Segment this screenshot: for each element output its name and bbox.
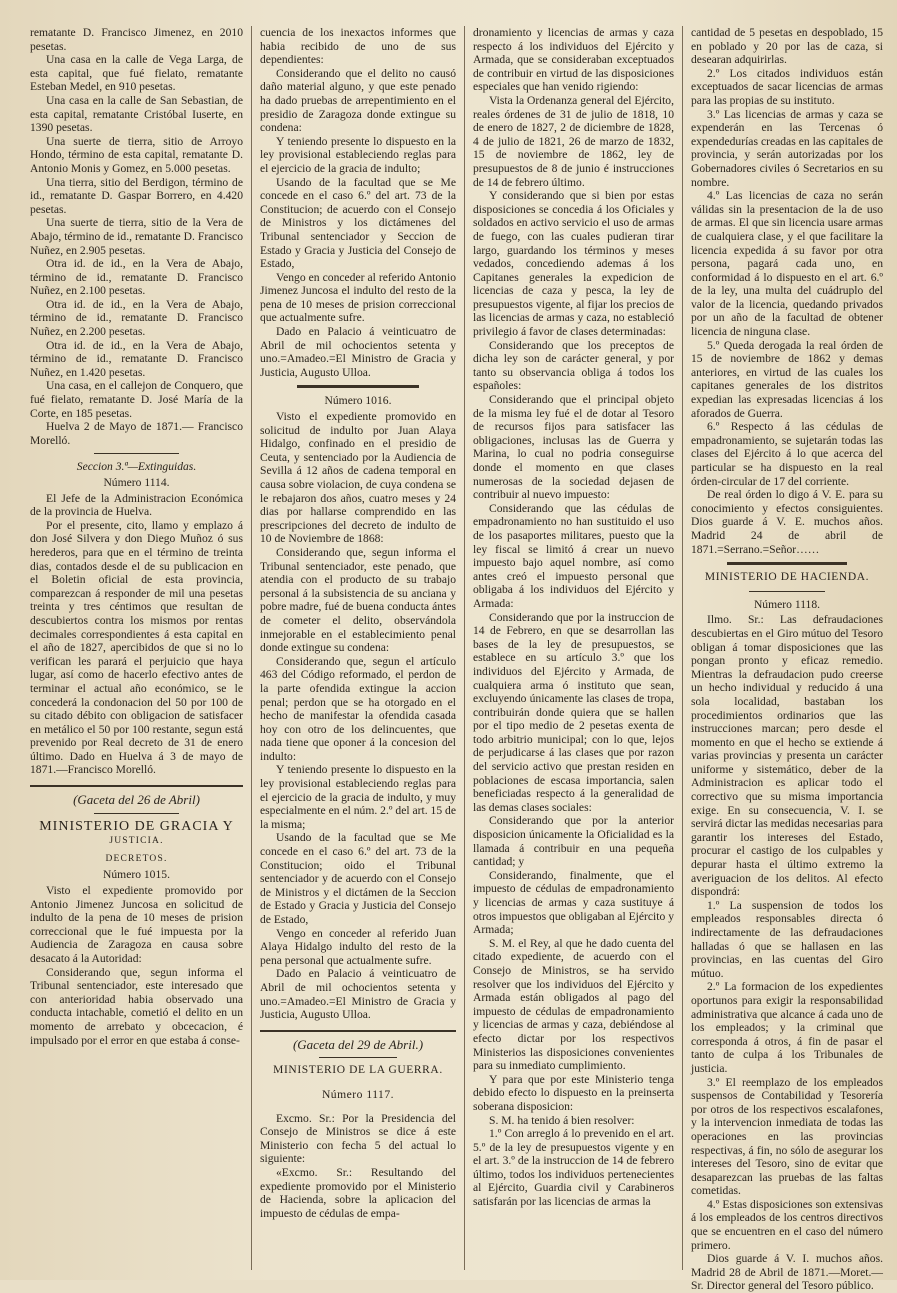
- paragraph: Usando de la facultad que se Me concede en el caso 6.º del art. 73 de la Constitucion; de acuerdo con el Consejo de Ministros y los dictámenes del Tribunal sentenciador y Seccion de Estado y Gracia y Justicia del Consejo de Estado,: [260, 175, 456, 271]
- paragraph: Vista la Ordenanza general del Ejército, reales órdenes de 31 de julio de 1818, 10 de enero de 1827, 2 de diciembre de 1828, 4 de julio de 1821, 26 de marzo de 1832, 15 de noviembre de 1862, ley de presupuestos de 8 de junio é instrucciones de 14 de febrero último.: [473, 93, 674, 189]
- paragraph: cuencia de los inexactos informes que habia recibido de uno de sus dependientes:: [260, 26, 456, 67]
- divider: [297, 385, 419, 388]
- paragraph: 4.º Estas disposiciones son extensivas á los empleados de los centros directivos que se encuentren en el caso del número primero.: [691, 1197, 883, 1252]
- divider: [30, 785, 243, 787]
- notice-number: Número 1117.: [321, 1087, 395, 1101]
- paragraph: cantidad de 5 pesetas en despoblado, 15 en poblado y 20 por las de caza, si desearan adquirirlas.: [691, 26, 883, 67]
- paragraph: rematante D. Francisco Jimenez, en 2010 pesetas.: [30, 26, 243, 53]
- paragraph: Dios guarde á V. I. muchos años. Madrid 28 de Abril de 1871.—Moret.—Sr. Director general del Tesoro público.: [691, 1252, 883, 1293]
- paragraph: 4.º Las licencias de caza no serán válidas sin la presentacion de la de uso de armas. El que sin licencia usare armas de cualquiera clase, y el que facilitare la licencia expedida á su favor por otra persona, pagará cada uno, en conformidad á lo dispuesto en el art. 6.º de la ley, una multa del cuádruplo del valor de la licencia, quedando privados por un año de la facultad de obtener licencia de ninguna clase.: [691, 189, 883, 339]
- columns: [30, 26, 883, 1293]
- paragraph: 6.º Respecto á las cédulas de empadronamiento, se sujetarán todas las clases del Ejército á lo que acerca del particular se ha dispuesto en la real órden-circular de 17 del corriente.: [691, 420, 883, 488]
- ministry-heading: MINISTERIO DE GRACIA Y: [39, 818, 234, 834]
- paragraph: Vengo en conceder al referido Juan Alaya Hidalgo indulto del resto de la pena personal que actualmente sufre.: [260, 926, 456, 967]
- paragraph: Dado en Palacio á veinticuatro de Abril de mil ochocientos setenta y uno.=Amadeo.=El Ministro de Gracia y Justicia, Augusto Ulloa.: [260, 967, 456, 1022]
- paragraph: S. M. el Rey, al que he dado cuenta del citado expediente, de acuerdo con el Consejo de Ministros, se ha servido resolver que los individuos del Ejército y Armada están obligados al pago del impuesto de cédulas de empadronamiento y licencias de armas y caza, debiéndose al efecto dictar por los respectivos Ministerios las disposiciones convenientes para su inmediato cumplimiento.: [473, 936, 674, 1073]
- paragraph: Considerando que, segun el artículo 463 del Código reformado, el perdon de la parte ofendida extingue la accion penal; perdon que se ha otorgado en el hecho de manifestar la ofendida casada hoy con otro de los delincuentes, que nada tiene que oponer á la concesion del indulto:: [260, 654, 456, 763]
- paragraph: El Jefe de la Administracion Económica de la provincia de Huelva.: [30, 491, 243, 519]
- paragraph: Una suerte de tierra, sitio de la Vera de Abajo, término de id., rematante D. Francisco Nuñez, en 2.905 pesetas.: [30, 216, 243, 257]
- paragraph: Otra id. de id., en la Vera de Abajo, término de id., rematante D. Francisco Nuñez, en 2.200 pesetas.: [30, 297, 243, 339]
- signature-line: Huelva 2 de Mayo de 1871.— Francisco Morelló.: [30, 420, 243, 447]
- paragraph: Otra id. de id., en la Vera de Abajo, término de id., rematante D. Francisco Nuñez, en 2.100 pesetas.: [30, 257, 243, 298]
- paragraph: Considerando que, segun informa el Tribunal sentenciador, este penado, que atendia con el producto de su trabajo personal á la subsistencia de su anciana y pobre madre, fué de buena conducta ántes de cometer el delito, observándola inmejorable en el establecimiento penal donde extingue su condena:: [260, 545, 456, 655]
- paragraph: Una casa, en el callejon de Conquero, que fué fielato, rematante D. José María de la Corte, en 185 pesetas.: [30, 379, 243, 420]
- notice-number: Número 1015.: [103, 868, 170, 882]
- divider: [319, 1057, 397, 1058]
- paragraph: Considerando que los preceptos de dicha ley son de carácter general, y por tanto su observancia obliga á todos los españoles:: [473, 338, 674, 393]
- paragraph: Dado en Palacio á veinticuatro de Abril de mil ochocientos setenta y uno.=Amadeo.=El Ministro de Gracia y Justicia, Augusto Ulloa.: [260, 325, 456, 379]
- gazette-date: (Gaceta del 26 de Abril): [73, 792, 200, 808]
- divider: [94, 813, 179, 814]
- column-4: [682, 26, 883, 1293]
- paragraph: Considerando que por la anterior disposicion únicamente la Oficialidad es la llamada á contribuir en una pequeña cantidad; y: [473, 814, 674, 869]
- divider: [260, 1030, 456, 1032]
- paragraph: Visto el expediente promovido por Antonio Jimenez Juncosa en solicitud de indulto de la pena de 10 meses de prision correccional que le fué impuesta por la Audiencia de Zaragoza en causa sobre desacato á la Autoridad:: [30, 884, 243, 965]
- ministry-heading: MINISTERIO DE HACIENDA.: [704, 571, 870, 584]
- column-2: [251, 26, 464, 1270]
- paragraph: Vengo en conceder al referido Antonio Jimenez Juncosa el indulto del resto de la pena de 10 meses de prision correccional que actualmente sufre.: [260, 270, 456, 325]
- paragraph: Considerando que el principal objeto de la misma ley fué el de dotar al Tesoro de recursos fijos para satisfacer las obligaciones, inclusas las de Guerra y Marina, lo cual no podria conseguirse donde el momento en que clases numerosas de la sociedad dejasen de contribuir al nuevo impuesto:: [473, 393, 674, 502]
- paragraph: 3.º El reemplazo de los empleados suspensos de Contabilidad y Tesorería por otros de los respectivos escalafones, y la intervencion inmediata de todas las operaciones en las provincias respectivas, á fin, no sólo de asegurar los intereses del Tesoro, sino de evitar que desaparezcan las pruebas de las faltas cometidas.: [691, 1075, 883, 1198]
- paragraph: Considerando que las cédulas de empadronamiento no han sustituido el uso de los pasaportes militares, puesto que la ley fiscal se limitó á crear un nuevo impuesto bajo aquel nombre, así como antes creó el impuesto personal que obligaba á los individuos del Ejército y Armada:: [473, 501, 674, 610]
- paragraph: Considerando, finalmente, que el impuesto de cédulas de empadronamiento y licencias de armas y caza sustituye á otros impuestos que obligaban al Ejército y Armada;: [473, 868, 674, 937]
- paragraph: Considerando que por la instruccion de 14 de Febrero, en que se desarrollan las bases de la ley de presupuestos, se establece en su artículo 3.º que los individuos del Ejército y Armada, de cualquiera arma ó instituto que sean, excluyendo únicamente las clases de tropa, contribuirán donde quiera que se hallen por el tipo medio de 2 pesetas exenta de todo arbitrio municipal; con lo que, lejos de perjudicarse á las clases que por razon del servicio activo que prestan residen en poblaciones de escasa importancia, salen beneficiadas respecto á la generalidad de las demas clases sociales:: [473, 610, 674, 814]
- paragraph: 2.º Los citados individuos están exceptuados de sacar licencias de armas para las propias de su instituto.: [691, 66, 883, 107]
- paragraph: S. M. ha tenido á bien resolver:: [489, 1113, 635, 1127]
- paragraph: dronamiento y licencias de armas y caza respecto á los individuos del Ejército y Armada, que se consideraban exceptuados de contribuir en virtud de las disposiciones especiales que han venido rigiendo:: [473, 26, 674, 94]
- gazette-date: (Gaceta del 29 de Abril.): [292, 1036, 424, 1052]
- ministry-heading-continued: JUSTICIA.: [109, 836, 164, 847]
- column-1: [30, 26, 251, 1270]
- column-3: [464, 26, 682, 1270]
- paragraph: Y para que por este Ministerio tenga debido efecto lo dispuesto en la preinserta soberana disposicion:: [473, 1072, 674, 1113]
- notice-number: Número 1118.: [753, 597, 821, 611]
- divider: [749, 591, 826, 592]
- notice-number: Número 1114.: [103, 476, 170, 489]
- paragraph: Y teniendo presente lo dispuesto en la ley provisional estableciendo reglas para el ejercicio de la gracia de indulto;: [260, 134, 456, 175]
- ministry-heading: MINISTERIO DE LA GUERRA.: [273, 1064, 443, 1077]
- divider: [727, 562, 846, 565]
- paragraph: Excmo. Sr.: Por la Presidencia del Consejo de Ministros se dice á este Ministerio con fecha 5 del actual lo siguiente:: [260, 1111, 456, 1166]
- paragraph: 1.º La suspension de todos los empleados responsables directa ó indirectamente de las defraudaciones halladas ó que se hallasen en las provincias, en las cuentas del Giro mútuo.: [691, 898, 883, 980]
- paragraph: Usando de la facultad que se Me concede en el caso 6.º del art. 73 de la Constitucion; oido el Tribunal sentenciador y de acuerdo con el Consejo de Ministros y el dictámen de la Seccion de Estado y Gracia y Justicia del Consejo de Estado,: [260, 831, 456, 926]
- paragraph: Y considerando que si bien por estas disposiciones se concedia á los Oficiales y soldados en activo servicio el uso de armas de fuego, con las cuales pudieran tirar largo, guardando los términos y meses vedados, concediendo ademas á los Capitanes generales la expedicion de licencias de caza y pesca, la ley de presupuestos vigente, al fijar los precios de las licencias de armas y caza, no estableció privilegio á favor de clases determinadas:: [473, 189, 674, 339]
- notice-number: Número 1016.: [324, 394, 392, 408]
- decrees-heading: DECRETOS.: [105, 853, 168, 864]
- paragraph: Considerando que, segun informa el Tribunal sentenciador, este interesado que con anterioridad habia observado una conducta intachable, cometió el delito en un momento de arrebato y obcecacion, é impulsado por el error en que estaba á conse-: [30, 965, 243, 1047]
- paragraph: Y teniendo presente lo dispuesto en la ley provisional estableciendo reglas para el ejercicio de la gracia de indulto, y muy especialmente en el núm. 2.º del art. 15 de la misma;: [260, 763, 456, 831]
- paragraph: 1.º Con arreglo á lo prevenido en el art. 5.º de la ley de presupuestos vigente y en el art. 3.º de la instruccion de 14 de febrero último, todos los individuos pertenecientes al Ejército, Guardia civil y Carabineros satisfarán por las licencias de armas la: [473, 1127, 674, 1209]
- paragraph: Otra id. de id., en la Vera de Abajo, término de id., rematante D. Francisco Nuñez, en 1.420 pesetas.: [30, 338, 243, 379]
- paragraph: Una tierra, sitio del Berdigon, término de id., rematante D. Gaspar Borrero, en 4.420 pesetas.: [30, 175, 243, 216]
- paragraph: Considerando que el delito no causó daño material alguno, y que este penado ha dado pruebas de arrepentimiento en el presidio de Zaragoza donde extingue su condena:: [260, 66, 456, 135]
- section-heading: Seccion 3.ª—Extinguidas.: [76, 460, 197, 474]
- paragraph: Una suerte de tierra, sitio de Arroyo Hondo, término de esta capital, rematante D. Antonio Monis y Gomez, en 5.000 pesetas.: [30, 134, 243, 175]
- paragraph: Ilmo. Sr.: Las defraudaciones descubiertas en el Giro mútuo del Tesoro obligan á tomar disposiciones que las pongan pronto y eficaz remedio. Mientras la defraudacion pudo creerse un hecho individual y reducido á una sola localidad, bastaban los procedimientos ordinarios que las instrucciones marcan; pero desde el momento en que el hecho se extiende á varias provincias y presenta un carácter uniforme y sistemático, deber de la Administracion es aplicar todo el correctivo que su misma importancia exige. En su consecuencia, V. I. se servirá dictar las medidas necesarias para garantir los intereses del Estado, procurar el castigo de los culpables y depurar hasta el último extremo la averiguacion de los delitos. Al efecto dispondrá:: [691, 613, 883, 899]
- divider: [94, 453, 179, 454]
- paragraph: Una casa en la calle de Vega Larga, de esta capital, que fué fielato, rematante Esteban Medel, en 910 pesetas.: [30, 53, 243, 94]
- paragraph: De real órden lo digo á V. E. para su conocimiento y efectos consiguientes. Dios guarde á V. E. muchos años. Madrid 24 de abril de 1871.=Serrano.=Señor……: [691, 488, 883, 556]
- paragraph: Visto el expediente promovido en solicitud de indulto por Juan Alaya Hidalgo, confinado en el presidio de Ceuta, y sentenciado por la Audiencia de Sevilla á 12 años de cadena temporal en causa sobre violacion, de cuya condena se le rebajaron dos años, cuatro meses y 24 dias por hallarse comprendido en las prescripciones del decreto de indulto de 10 de Noviembre de 1868:: [260, 410, 456, 546]
- paragraph: Por el presente, cito, llamo y emplazo á don José Silvera y don Diego Muñoz ó sus herederos, para que en el término de treinta dias, contados desde el de su publicacion en el Boletin oficial de esta provincia, comparezcan á responder de mil una pesetas treinta y tres céntimos que resultan de descubiertos contra los mismos por rentas decimales correspondientes á esta capital en el año de 1827, apercibidos de que si no lo verifican les parará el perjuicio que haya lugar, así como de hacerlo efectivo antes de terminar el actual año económico, se le concederá la condonacion del 50 por 100 de su citado débito con obligacion de satisfacer en metálico el 50 por 100 restante, segun está prevenido por Real decreto de 31 de enero último. Dado en Huelva á 3 de mayo de 1871.—Francisco Morelló.: [30, 518, 243, 777]
- paragraph: Una casa en la calle de San Sebastian, de esta capital, rematante Cristóbal Iuserte, en 1390 pesetas.: [30, 93, 243, 135]
- paragraph: «Excmo. Sr.: Resultando del expediente promovido por el Ministerio de Hacienda, sobre la aplicacion del impuesto de cédulas de empa-: [260, 1165, 456, 1220]
- paragraph: 5.º Queda derogada la real órden de 15 de noviembre de 1862 y demas anteriores, en virtud de las cuales los capitanes generales de los distritos expedian las expresadas licencias á los aforados de Guerra.: [691, 338, 883, 420]
- paragraph: 3.º Las licencias de armas y caza se expenderán en las Tercenas ó expendedurías creadas en las capitales de provincia, y serán autorizadas por los Gobernadores civiles ó Secretarios en su nombre.: [691, 107, 883, 189]
- paragraph: 2.º La formacion de los expedientes oportunos para exigir la responsabilidad administrativa que alcance á cada uno de los empleados; y la criminal que corresponda á otros, á fin de pasar el tanto de culpa á los Tribunales de justicia.: [691, 980, 883, 1075]
